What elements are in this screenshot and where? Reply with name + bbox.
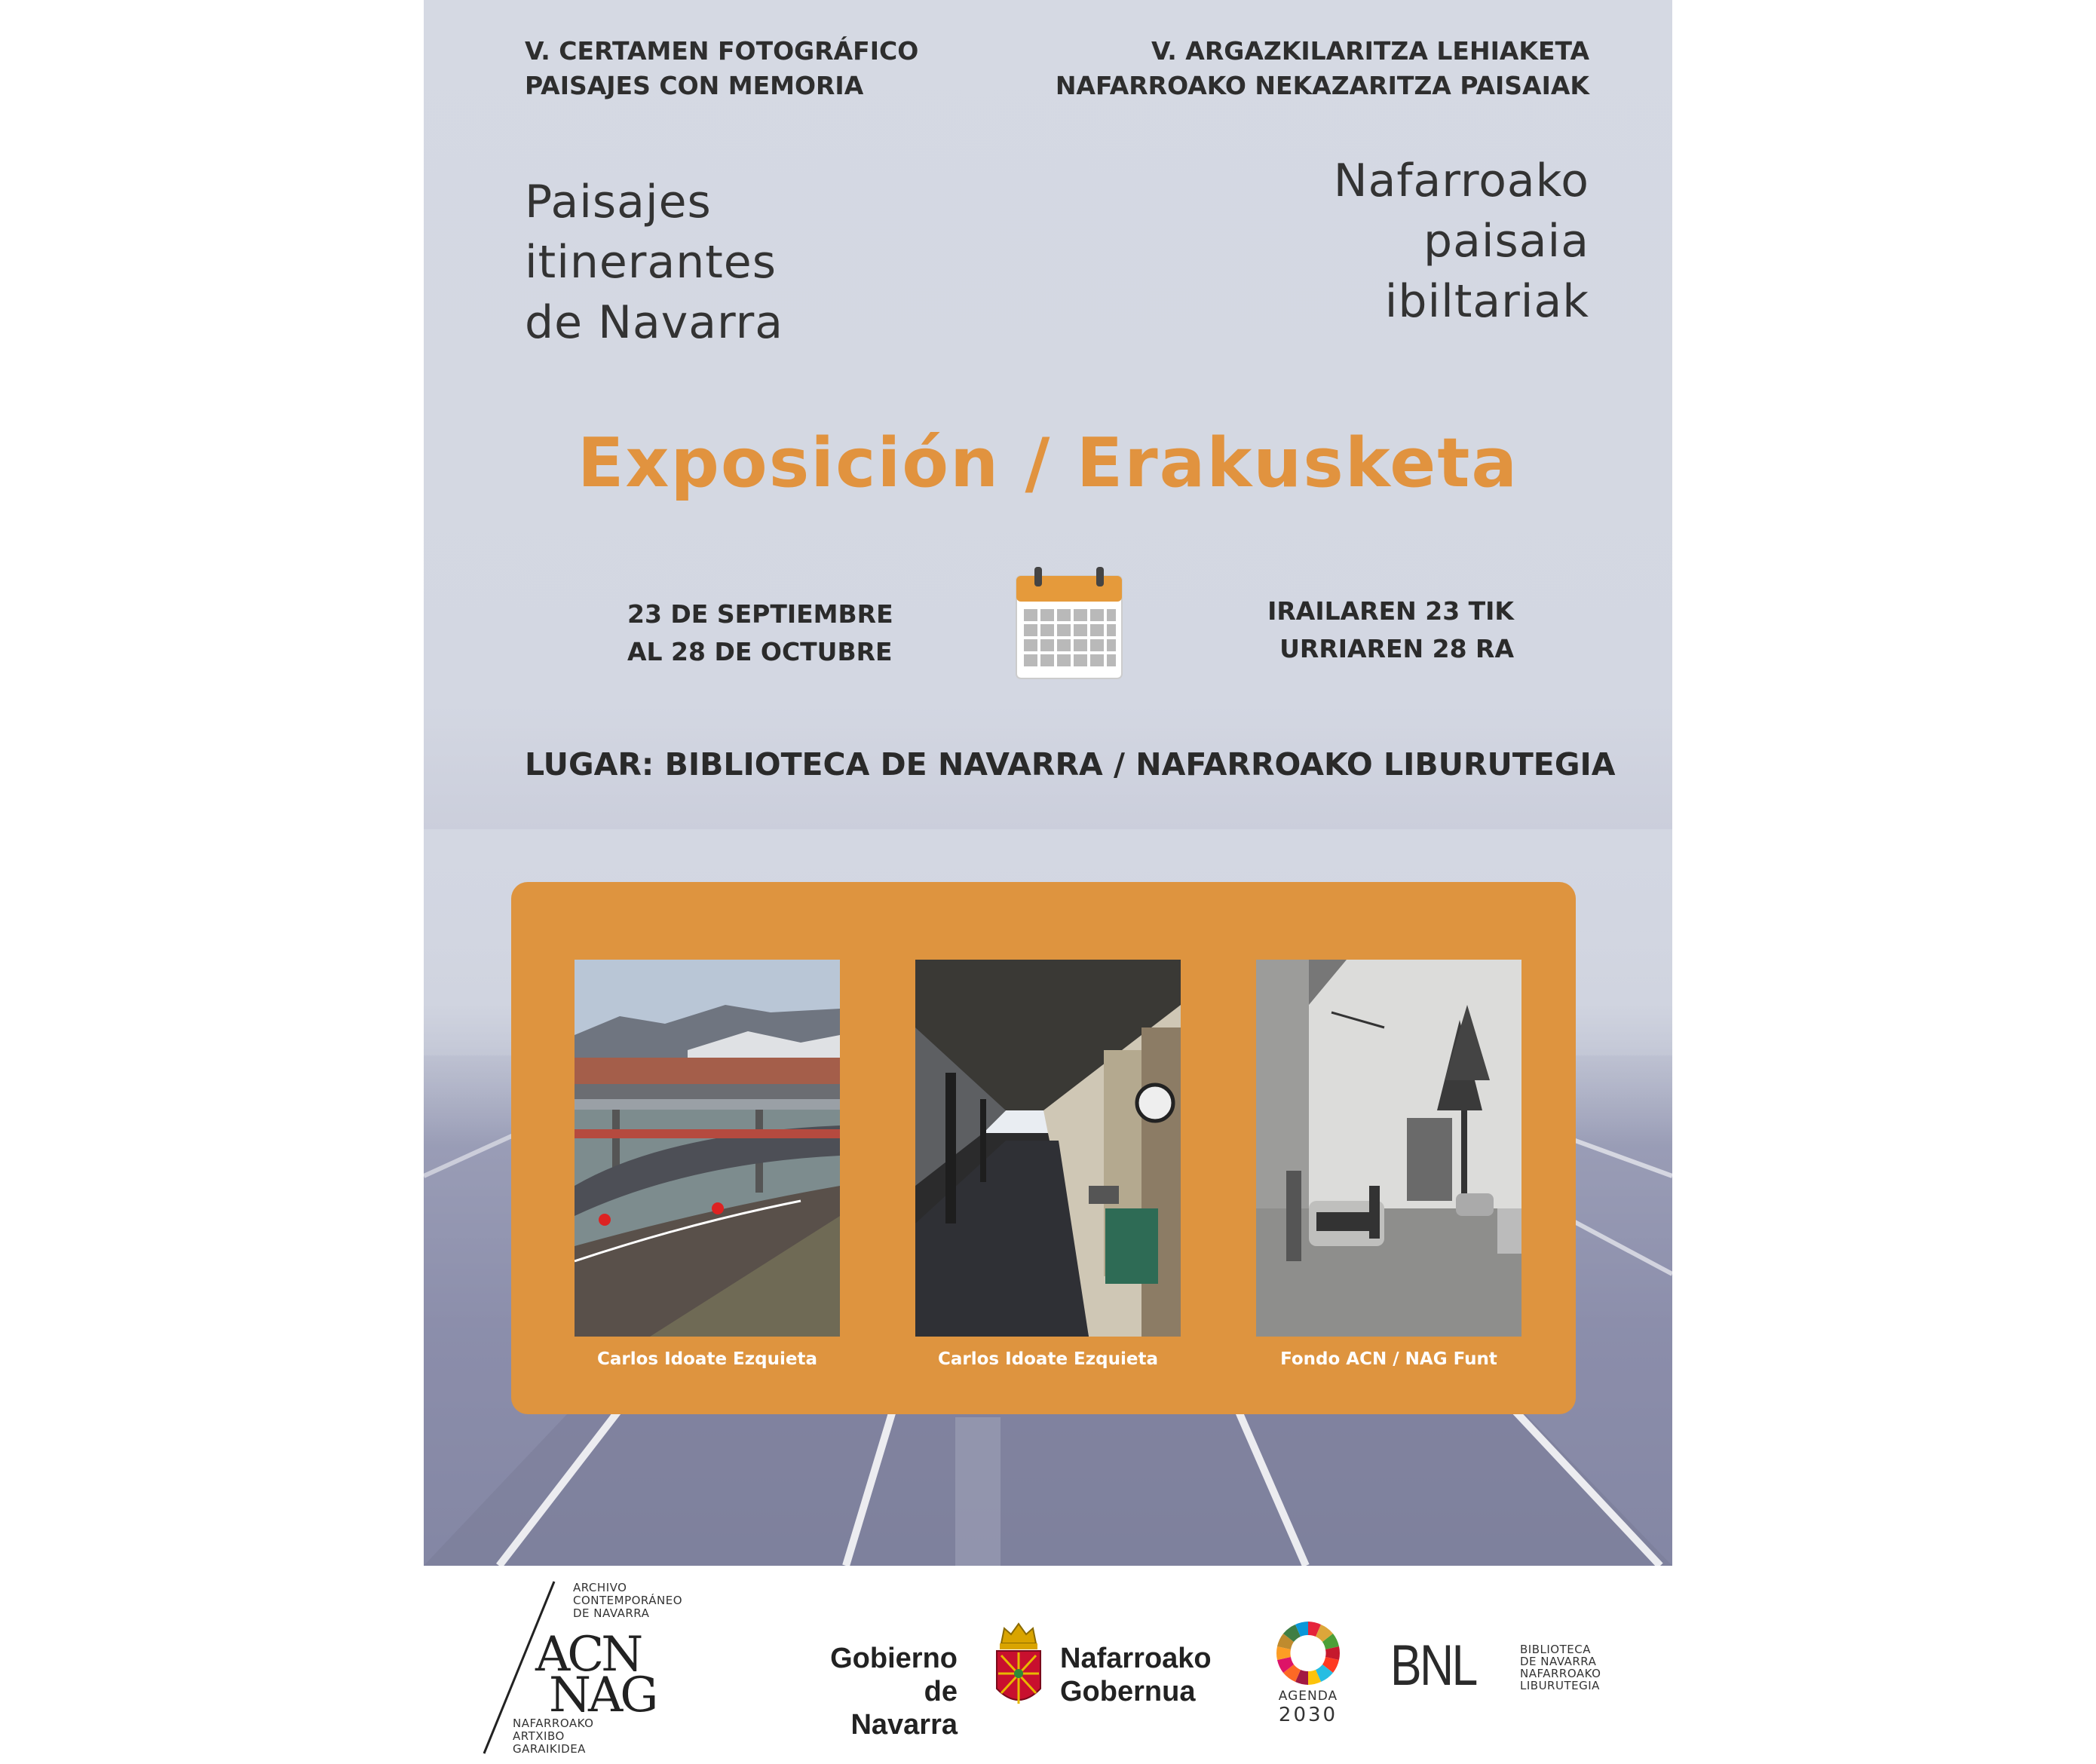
photo-station-caption: Carlos Idoate Ezquieta (937, 1349, 1158, 1369)
dates-eu (1267, 593, 1514, 668)
photo-gas-station (1256, 960, 1521, 1337)
bnl-line: LIBURUTEGIA (1520, 1679, 1600, 1692)
sdg-wheel-icon (1274, 1619, 1342, 1687)
title-eu-line: Nafarroako (1333, 155, 1589, 207)
acn-bottom-text (513, 1717, 593, 1756)
gobierno-es-line1: Gobierno (830, 1643, 958, 1674)
header-es (525, 34, 918, 103)
header-es-line1: V. CERTAMEN FOTOGRÁFICO (525, 36, 919, 66)
photo-highway (575, 960, 840, 1337)
bnl-line: DE NAVARRA (1520, 1655, 1597, 1668)
photo-panel (511, 882, 1576, 1414)
gobierno-es-text (822, 1642, 958, 1741)
title-eu-line: paisaia (1423, 215, 1589, 268)
agenda-year: 2030 (1278, 1704, 1338, 1726)
title-es-line: de Navarra (525, 296, 784, 349)
dates-es (627, 596, 893, 671)
acn-mark-line2: NAG (549, 1668, 656, 1723)
photo-station (915, 960, 1181, 1337)
acn-bottom-line: GARAIKIDEA (513, 1742, 586, 1756)
header-eu-line1: V. ARGAZKILARITZA LEHIAKETA (1151, 36, 1589, 66)
header-eu (1056, 34, 1589, 103)
acn-mark-line1: ACN (535, 1627, 641, 1683)
bnl-mark: BNL (1390, 1634, 1476, 1698)
title-eu-line: ibiltariak (1384, 275, 1589, 328)
acn-top-line: CONTEMPORÁNEO (573, 1594, 683, 1607)
title-es-line: itinerantes (525, 236, 777, 289)
dates-es-line2: AL 28 DE OCTUBRE (627, 637, 893, 666)
photo-gas-station-caption: Fondo ACN / NAG Funt (1280, 1349, 1497, 1369)
gobierno-es-line2: de Navarra (850, 1676, 958, 1741)
header-es-line2: PAISAJES CON MEMORIA (525, 71, 864, 100)
acn-logo (483, 1576, 683, 1756)
navarra-coat-of-arms-icon (992, 1621, 1045, 1711)
poster (424, 0, 1672, 1566)
gobierno-navarra-logo (822, 1621, 1229, 1741)
bnl-logo (1390, 1636, 1616, 1711)
title-es-line: Paisajes (525, 176, 712, 228)
gobierno-eu-line1: Nafarroako (1060, 1643, 1212, 1674)
agenda-label: AGENDA (1278, 1689, 1338, 1704)
dates-eu-line1: IRAILAREN 23 TIK (1267, 596, 1514, 626)
bnl-text (1520, 1643, 1601, 1692)
photo-highway-caption: Carlos Idoate Ezquieta (596, 1349, 817, 1369)
header-eu-line2: NAFARROAKO NEKAZARITZA PAISAIAK (1055, 71, 1589, 100)
venue: LUGAR: BIBLIOTECA DE NAVARRA / NAFARROAKO LIBURUTEGIA (525, 746, 1616, 782)
bnl-line: BIBLIOTECA (1520, 1643, 1591, 1656)
acn-top-line: ARCHIVO (573, 1581, 627, 1594)
acn-bottom-line: ARTXIBO (513, 1729, 565, 1743)
acn-mark (535, 1627, 656, 1723)
dates-eu-line2: URRIAREN 28 RA (1279, 634, 1514, 663)
bnl-line: NAFARROAKO (1520, 1667, 1601, 1680)
gobierno-eu-line2: Gobernua (1060, 1676, 1196, 1707)
acn-top-text (573, 1582, 682, 1620)
dates-es-line1: 23 DE SEPTIEMBRE (627, 599, 893, 629)
title-eu (1334, 151, 1589, 332)
gobierno-eu-text (1060, 1642, 1212, 1708)
agenda-2030-logo (1267, 1619, 1350, 1725)
calendar-icon (1015, 567, 1123, 680)
title-es (525, 172, 783, 353)
acn-bottom-line: NAFARROAKO (513, 1717, 594, 1730)
acn-top-line: DE NAVARRA (573, 1606, 650, 1620)
exhibition-title: Exposición / Erakusketa (577, 424, 1519, 503)
